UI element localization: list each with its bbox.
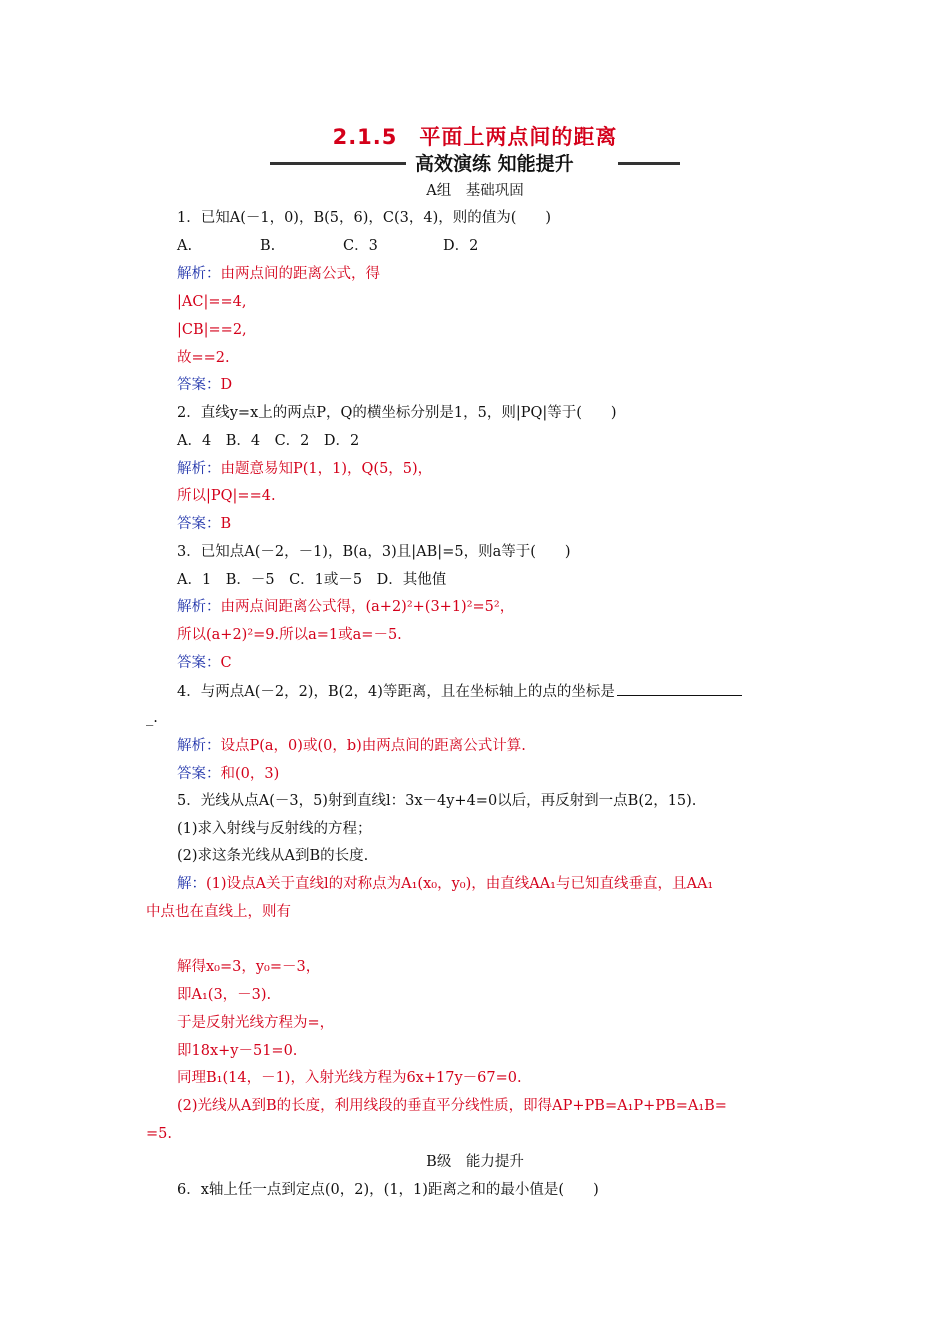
- q3-stem: 3．已知点A(－2，－1)，B(a，3)且|AB|=5，则a等于( ): [177, 544, 571, 560]
- q1-answer: [177, 375, 232, 395]
- section-b-heading: B级 能力提升: [426, 1154, 524, 1170]
- q5-step-5: 同理B₁(14，－1)，入射光线方程为6x+17y－67=0.: [177, 1070, 522, 1086]
- q2-options: A．4 B．4 C．2 D．2: [177, 433, 360, 449]
- q1-answer-label: 答案：: [177, 377, 221, 393]
- q5-part-1: (1)求入射线与反射线的方程；: [177, 821, 372, 837]
- q1-option-b: B.: [260, 238, 276, 254]
- banner-rule-right: [618, 162, 680, 165]
- q3-options: A．1 B．－5 C．1或－5 D．其他值: [177, 572, 447, 588]
- section-banner: [270, 149, 680, 177]
- q1-analysis-text: 由两点间的距离公式，得: [220, 266, 380, 282]
- q2-answer-value: B: [220, 516, 232, 532]
- q5-part-2: (2)求这条光线从A到B的长度.: [177, 848, 369, 864]
- q5-step-4: 即18x+y－51=0.: [177, 1043, 298, 1059]
- q3-analysis: [177, 597, 514, 617]
- q5-stem: 5．光线从点A(－3，5)射到直线l：3x－4y+4=0以后，再反射到一点B(2，15).: [177, 793, 697, 809]
- page-title: 2.1.5 平面上两点间的距离: [332, 125, 618, 149]
- q4-answer-label: 答案：: [177, 766, 221, 782]
- q4-answer-blank: [617, 681, 742, 696]
- q2-step-1: 所以|PQ|==4.: [177, 488, 276, 504]
- q1-option-a: A.: [177, 238, 193, 254]
- q1-step-2: |CB|==2,: [177, 322, 247, 338]
- q4-stem-tail: _.: [146, 710, 158, 726]
- q4-analysis-label: 解析：: [177, 738, 221, 754]
- q1-answer-value: D: [220, 377, 233, 393]
- banner-text: 高效演练 知能提升: [415, 153, 574, 175]
- q2-stem: 2．直线y=x上的两点P，Q的横坐标分别是1，5，则|PQ|等于( ): [177, 405, 617, 421]
- q5-solution-label: 解：: [177, 876, 206, 892]
- q2-analysis-label: 解析：: [177, 461, 221, 477]
- q3-answer-value: C: [220, 655, 232, 671]
- q6-stem: 6．x轴上任一点到定点(0，2)，(1，1)距离之和的最小值是( ): [177, 1182, 599, 1198]
- q3-answer-label: 答案：: [177, 655, 221, 671]
- q5-step-3: 于是反射光线方程为=，: [177, 1015, 335, 1031]
- q3-answer: [177, 653, 232, 673]
- q4-analysis-text: 设点P(a，0)或(0，b)由两点间的距离公式计算.: [220, 738, 526, 754]
- section-a-heading: A组 基础巩固: [426, 183, 524, 199]
- q5-step-6a: (2)光线从A到B的长度，利用线段的垂直平分线性质，即得AP+PB=A₁P+PB=A₁B=: [177, 1098, 727, 1114]
- q5-step-2: 即A₁(3，－3).: [177, 987, 272, 1003]
- q4-answer-value: 和(0，3): [220, 766, 280, 782]
- q1-option-c: C．3: [343, 238, 378, 254]
- q5-step-6b: =5.: [146, 1126, 172, 1142]
- q1-options: [177, 236, 478, 256]
- q4-answer: [177, 764, 279, 784]
- q2-analysis-text: 由题意易知P(1，1)，Q(5，5)，: [220, 461, 433, 477]
- q1-step-3: 故==2.: [177, 350, 230, 366]
- q2-answer-label: 答案：: [177, 516, 221, 532]
- q3-analysis-label: 解析：: [177, 599, 221, 615]
- q1-option-d: D．2: [443, 238, 479, 254]
- q4-stem: [177, 681, 742, 702]
- q1-analysis: [177, 264, 380, 284]
- q5-solution-text: (1)设点A关于直线l的对称点为A₁(x₀，y₀)，由直线AA₁与已知直线垂直，且AA₁: [206, 876, 714, 892]
- banner-rule-left: [270, 162, 406, 165]
- q4-stem-text: 4．与两点A(－2，2)，B(2，4)等距离，且在坐标轴上的点的坐标是: [177, 684, 615, 700]
- q3-analysis-text: 由两点间距离公式得，(a+2)²+(3+1)²=5²，: [220, 599, 515, 615]
- q3-step-1: 所以(a+2)²=9.所以a=1或a=－5.: [177, 627, 402, 643]
- q1-analysis-label: 解析：: [177, 266, 221, 282]
- q5-solution-1b: 中点也在直线上，则有: [146, 904, 291, 920]
- q1-stem: 1．已知A(－1，0)，B(5，6)，C(3，4)，则的值为( ): [177, 210, 552, 226]
- q5-step-1: 解得x₀=3，y₀=－3，: [177, 959, 321, 975]
- q2-answer: [177, 514, 231, 534]
- q5-solution-1a: [177, 874, 713, 894]
- q2-analysis: [177, 459, 432, 479]
- q4-analysis: [177, 736, 526, 756]
- q1-step-1: |AC|==4,: [177, 294, 247, 310]
